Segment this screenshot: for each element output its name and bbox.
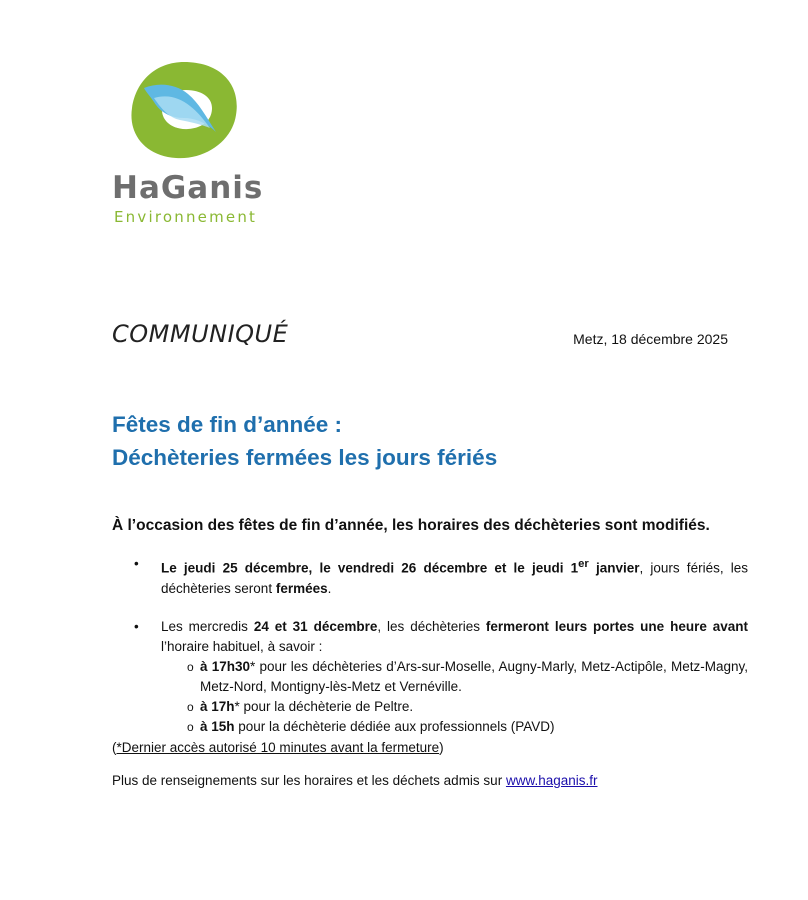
holiday-dates-end: janvier	[588, 560, 640, 576]
wednesday-action: fermeront leurs portes une heure avant	[485, 618, 749, 634]
intro-paragraph: À l’occasion des fêtes de fin d’année, les horaires des déchèteries sont modifiés.	[112, 517, 710, 534]
more-info-text: Plus de renseignements sur les horaires et les déchets admis sur	[112, 773, 506, 788]
wednesday-dates: 24 et 31 décembre	[253, 618, 378, 634]
haganis-ring-icon	[124, 60, 244, 165]
holiday-dates: Le jeudi 25 décembre, le vendredi 26 décembre et le jeudi 1	[161, 560, 579, 576]
document-type-label: COMMUNIQUÉ	[112, 320, 289, 348]
sub-bullet-circle: o	[187, 659, 194, 674]
bullet-holidays	[112, 554, 748, 599]
holiday-period: .	[327, 580, 332, 596]
more-info-line	[112, 773, 598, 788]
website-link[interactable]: www.haganis.fr	[505, 773, 598, 788]
footnote-text: *Dernier accès autorisé 10 minutes avant la fermeture	[116, 740, 440, 755]
wednesday-pre: Les mercredis	[161, 618, 254, 634]
sub-text: * pour la déchèterie de Peltre.	[234, 698, 414, 714]
bullet-list	[112, 554, 748, 737]
sub-item-15h	[112, 717, 748, 737]
haganis-logo	[112, 58, 282, 233]
footnote-open-paren: (	[112, 740, 117, 755]
bullet-dot: •	[134, 618, 139, 634]
bullet-dot: •	[134, 556, 139, 571]
sub-item-17h	[112, 697, 748, 717]
footnote	[112, 740, 444, 755]
sub-text: * pour les déchèteries d’Ars-sur-Moselle, Augny-Marly, Metz-Actipôle, Metz-Magny, Metz-Nord, Montigny-lès-Metz et Vernéville.	[200, 658, 748, 694]
brand-subtitle: Environnement	[114, 208, 258, 226]
footnote-close-paren: )	[439, 740, 444, 755]
sub-text: pour la déchèterie dédiée aux professionnels (PAVD)	[234, 718, 555, 734]
sub-bullet-circle: o	[187, 719, 194, 734]
title-line-2: Déchèteries fermées les jours fériés	[112, 445, 498, 470]
sub-time: à 15h	[200, 718, 235, 734]
wednesday-mid: , les déchèteries	[377, 618, 486, 634]
sub-time: à 17h30	[200, 658, 251, 674]
sub-item-1730	[112, 657, 748, 697]
bullet-wednesdays	[112, 617, 748, 737]
dateline: Metz, 18 décembre 2025	[573, 331, 728, 347]
sub-time: à 17h	[200, 698, 235, 714]
ordinal-superscript: er	[578, 558, 589, 570]
brand-name: HaGanis	[112, 170, 264, 206]
wednesday-end: l’horaire habituel, à savoir :	[161, 638, 323, 654]
press-release-title	[112, 408, 497, 474]
sub-bullet-circle: o	[187, 699, 194, 714]
title-line-1: Fêtes de fin d’année :	[112, 412, 343, 437]
holiday-text: , jours fériés, les déchèteries seront	[161, 560, 748, 596]
closed-word: fermées	[275, 580, 328, 596]
